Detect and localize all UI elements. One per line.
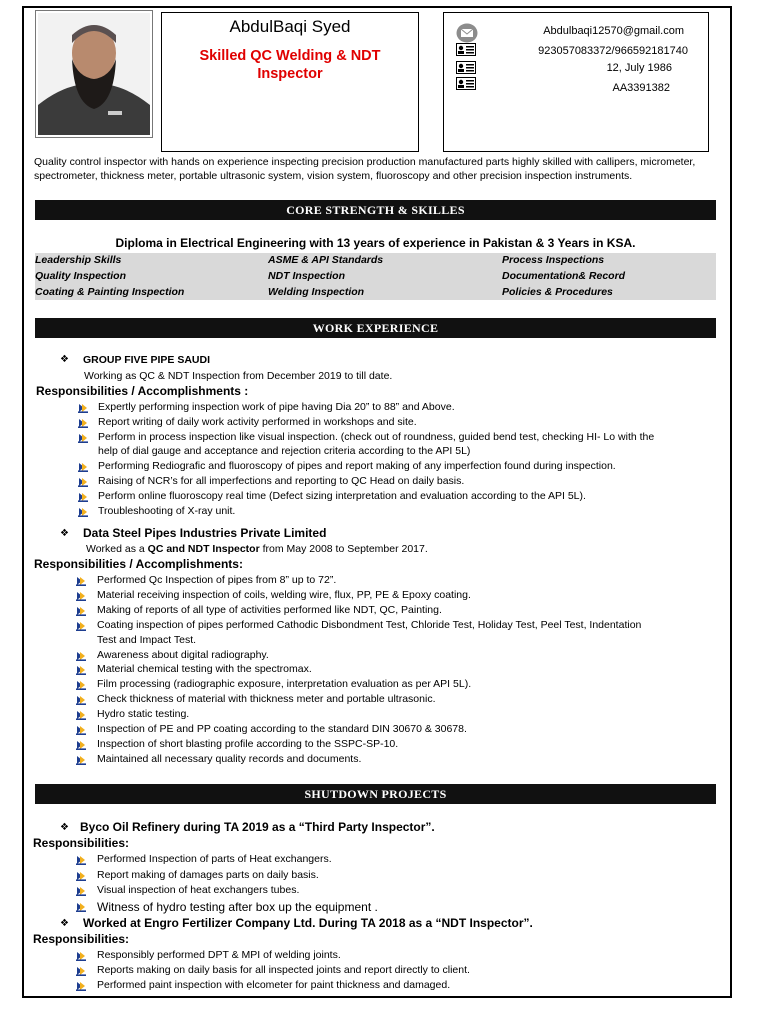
core-skills-heading: CORE STRENGTH & SKILLES [35, 200, 716, 220]
arrow-bullet-icon [76, 680, 86, 690]
email-icon [456, 23, 478, 43]
arrow-bullet-icon [76, 725, 86, 735]
arrow-bullet-icon [76, 871, 86, 881]
summary-text: Quality control inspector with hands on experience inspecting precision production manufactured parts highly skilled with callipers, micrometer, spectrometer, thickness meter, portable ultrasonic system, vision system, fluoroscopy and other precision inspection instruments. [34, 156, 696, 182]
arrow-bullet-icon [76, 886, 86, 896]
profile-photo-frame [35, 10, 153, 138]
email-text: Abdulbaqi12570@gmail.com [543, 25, 684, 37]
project1-responsibilities-title: Responsibilities: [33, 836, 130, 850]
list-item: Coating inspection of pipes performed Cathodic Disbondment Test, Chloride Test, Holiday Test, Peel Test, Indentation [97, 618, 642, 631]
arrow-bullet-icon [76, 591, 86, 601]
work-experience-heading: WORK EXPERIENCE [35, 318, 716, 338]
list-item: Witness of hydro testing after box up the equipment . [97, 899, 378, 914]
arrow-bullet-icon [78, 507, 88, 517]
diamond-bullet-icon: ❖ [60, 528, 69, 539]
skill-item: Policies & Procedures [502, 286, 613, 298]
profile-photo [38, 13, 150, 135]
list-item: Awareness about digital radiography. [97, 648, 269, 661]
skills-grid [35, 253, 716, 300]
list-item: Performed Inspection of parts of Heat exchangers. [97, 853, 332, 865]
list-item: Performing Rediografic and fluoroscopy of pipes and report making of any imperfection found during inspection. [98, 460, 616, 473]
list-item: Expertly performing inspection work of pipe having Dia 20” to 88” and Above. [98, 401, 455, 413]
skill-item: Leadership Skills [35, 254, 122, 266]
skill-item: Process Inspections [502, 254, 605, 266]
job2-company: Data Steel Pipes Industries Private Limited [83, 526, 327, 540]
list-item: Performed Qc Inspection of pipes from 8” up to 72”. [97, 574, 337, 586]
list-item: Perform in process inspection like visual inspection. (check out of roundness, guided bend test, checking HI- Lo with the [98, 430, 655, 443]
arrow-bullet-icon [76, 755, 86, 765]
arrow-bullet-icon [76, 651, 86, 661]
arrow-bullet-icon [78, 418, 88, 428]
dob-text: 12, July 1986 [606, 62, 672, 74]
list-item: Report making of damages parts on daily basis. [97, 868, 319, 881]
arrow-bullet-icon [76, 665, 86, 675]
arrow-bullet-icon [76, 606, 86, 616]
list-item: Performed paint inspection with elcometer for paint thickness and damaged. [97, 979, 451, 991]
list-item: Hydro static testing. [97, 708, 190, 721]
skill-item: ASME & API Standards [268, 254, 384, 266]
id-card-icon [456, 61, 476, 74]
skill-item: Quality Inspection [35, 270, 127, 282]
id-card-icon [456, 43, 476, 56]
job1-role: Working as QC & NDT Inspection from December 2019 to till date. [84, 370, 393, 382]
passport-text: AA3391382 [612, 82, 670, 94]
project2-title: Worked at Engro Fertilizer Company Ltd. During TA 2018 as a “NDT Inspector”. [83, 916, 533, 930]
list-item: Perform online fluoroscopy real time (Defect sizing interpretation and evaluation according to the API 5L). [98, 489, 586, 502]
arrow-bullet-icon [76, 576, 86, 586]
arrow-bullet-icon [76, 981, 86, 991]
job1-company: GROUP FIVE PIPE SAUDI [83, 354, 210, 366]
list-item: Material chemical testing with the spectromax. [97, 663, 312, 676]
list-item: Check thickness of material with thickness meter and portable ultrasonic. [97, 693, 436, 706]
arrow-bullet-icon [76, 621, 86, 631]
job1-responsibilities-title: Responsibilities / Accomplishments : [36, 384, 249, 398]
diamond-bullet-icon: ❖ [60, 918, 69, 929]
job2-role: Worked as a QC and NDT Inspector from May 2008 to September 2017. [86, 543, 428, 555]
list-item: Film processing (radiographic exposure, interpretation evaluation as per API 5L). [97, 678, 472, 691]
skill-item: Coating & Painting Inspection [35, 286, 185, 298]
shutdown-projects-heading: SHUTDOWN PROJECTS [35, 784, 716, 804]
project2-responsibilities-title: Responsibilities: [33, 932, 130, 946]
diamond-bullet-icon: ❖ [60, 354, 69, 365]
list-item: Responsibly performed DPT & MPI of welding joints. [97, 949, 341, 961]
diploma-text: Diploma in Electrical Engineering with 13 years of experience in Pakistan & 3 Years in KSA. [115, 236, 636, 250]
list-item: Maintained all necessary quality records and documents. [97, 752, 362, 765]
arrow-bullet-icon [78, 477, 88, 487]
candidate-name: AbdulBaqi Syed [229, 17, 351, 36]
id-card-icon [456, 77, 476, 90]
arrow-bullet-icon [78, 462, 88, 472]
candidate-title: Skilled QC Welding & NDT Inspector [199, 48, 381, 82]
arrow-bullet-icon [76, 695, 86, 705]
list-item: Inspection of short blasting profile according to the SSPC-SP-10. [97, 737, 399, 750]
arrow-bullet-icon [76, 902, 86, 912]
project1-title: Byco Oil Refinery during TA 2019 as a “Third Party Inspector”. [80, 820, 435, 834]
contact-box [443, 12, 709, 152]
arrow-bullet-icon [78, 433, 88, 443]
arrow-bullet-icon [76, 951, 86, 961]
arrow-bullet-icon [76, 966, 86, 976]
list-item-continuation: Test and Impact Test. [97, 633, 197, 646]
list-item-continuation: help of dial gauge and acceptance and rejection criteria according to the API 5L) [98, 445, 471, 458]
arrow-bullet-icon [76, 855, 86, 865]
list-item: Making of reports of all type of activities performed like NDT, QC, Painting. [97, 603, 442, 616]
skill-item: Welding Inspection [268, 286, 365, 298]
name-box [161, 12, 419, 152]
list-item: Inspection of PE and PP coating according to the standard DIN 30670 & 30678. [97, 723, 467, 735]
arrow-bullet-icon [76, 740, 86, 750]
arrow-bullet-icon [78, 492, 88, 502]
phone-text: 923057083372/966592181740 [538, 45, 688, 57]
skill-item: Documentation& Record [502, 270, 626, 282]
job2-responsibilities-title: Responsibilities / Accomplishments: [34, 557, 243, 571]
list-item: Material receiving inspection of coils, welding wire, flux, PP, PE & Epoxy coating. [97, 588, 471, 601]
list-item: Raising of NCR’s for all imperfections and reporting to QC Head on daily basis. [98, 475, 465, 487]
arrow-bullet-icon [76, 710, 86, 720]
list-item: Report writing of daily work activity performed in workshops and site. [98, 415, 417, 428]
list-item: Reports making on daily basis for all inspected joints and report directly to client. [97, 964, 470, 976]
diamond-bullet-icon: ❖ [60, 822, 69, 833]
skill-item: NDT Inspection [268, 270, 346, 282]
arrow-bullet-icon [78, 403, 88, 413]
list-item: Troubleshooting of X-ray unit. [98, 504, 236, 517]
list-item: Visual inspection of heat exchangers tubes. [97, 884, 300, 896]
